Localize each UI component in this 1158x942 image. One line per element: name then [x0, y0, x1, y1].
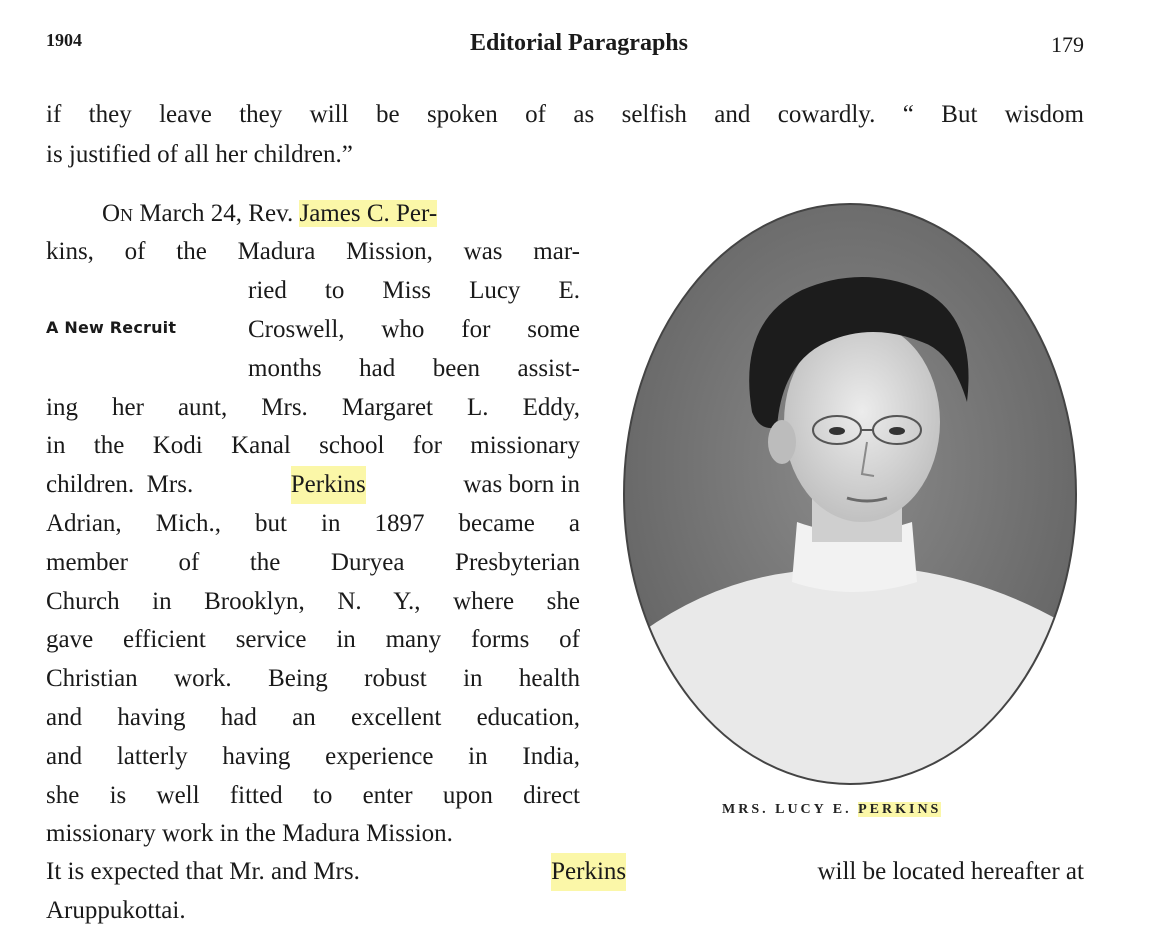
- article-line-8: [46, 466, 580, 504]
- intro-line-1: if they leave they will be spoken of as selfish and cowardly. “ But wisdom: [46, 101, 1084, 128]
- running-head-year: 1904: [46, 30, 82, 50]
- running-head-title: Editorial Paragraphs: [469, 30, 688, 56]
- photo-caption: [722, 802, 941, 818]
- article-line-18: [46, 853, 1084, 891]
- article-line-1: [102, 195, 437, 233]
- portrait-photo: [622, 202, 1078, 786]
- article-line-17: missionary work in the Madura Mission.: [46, 820, 453, 847]
- article-line-16: she is well fitted to enter upon direct: [46, 782, 580, 809]
- article-text: was born in: [457, 471, 580, 498]
- article-line-11: Church in Brooklyn, N. Y., where she: [46, 588, 580, 615]
- article-line-14: and having had an excellent education,: [46, 704, 580, 731]
- caption-highlight: PERKINS: [858, 802, 942, 817]
- article-line-3: ried to Miss Lucy E.: [248, 277, 580, 304]
- drop-start-word: On: [102, 200, 134, 227]
- article-line-2: kins, of the Madura Mission, was mar-: [46, 238, 580, 265]
- article-line-15: and latterly having experience in India,: [46, 743, 580, 770]
- article-line-12: gave efficient service in many forms of: [46, 626, 580, 653]
- article-line-19: Aruppukottai.: [46, 897, 186, 924]
- article-line-9: Adrian, Mich., but in 1897 became a: [46, 510, 580, 537]
- article-text: will be located hereafter at: [811, 858, 1084, 885]
- article-line-7: in the Kodi Kanal school for missionary: [46, 432, 580, 459]
- article-line-5: months had been assist-: [248, 355, 580, 382]
- article-line-4: Croswell, who for some: [248, 316, 580, 343]
- article-text: It is expected that Mr. and Mrs.: [46, 858, 367, 885]
- caption-text: MRS. LUCY E.: [722, 802, 859, 817]
- article-text: children. Mrs.: [46, 471, 200, 498]
- article-line-10: member of the Duryea Presbyterian: [46, 549, 580, 576]
- article-line-13: Christian work. Being robust in health: [46, 665, 580, 692]
- page-number: 179: [1051, 32, 1084, 57]
- highlighted-name: Perkins: [291, 466, 366, 504]
- article-text: March 24, Rev.: [133, 200, 300, 227]
- highlighted-name: Perkins: [551, 853, 626, 891]
- highlighted-name: James C. Per-: [299, 200, 438, 227]
- article-line-6: ing her aunt, Mrs. Margaret L. Eddy,: [46, 394, 580, 421]
- side-heading: A New Recruit: [46, 318, 177, 337]
- intro-line-2: is justified of all her children.”: [46, 141, 353, 168]
